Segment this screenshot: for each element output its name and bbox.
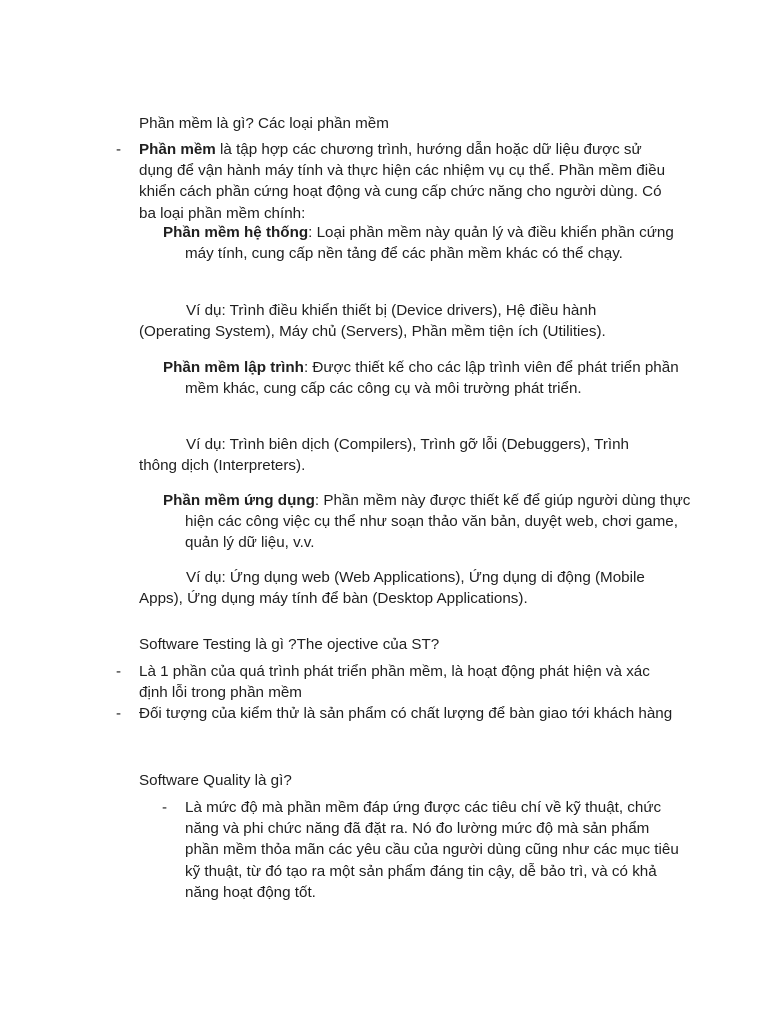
testing-bullet-1 [116,661,679,703]
bullet-dash: - [162,799,168,816]
term-programming-software: Phần mềm lập trình [163,359,304,376]
testing-bullet-2 [116,703,679,724]
section-title-software: Phần mềm là gì? Các loại phần mềm [139,115,389,132]
term-software: Phần mềm [139,141,216,158]
type-programming-software [163,357,705,399]
term-application-software: Phần mềm ứng dụng [163,492,315,509]
type-application-software [163,490,705,554]
software-definition-item [116,139,679,224]
quality-bullet-1-text: Là mức độ mà phần mềm đáp ứng được các tiêu chí về kỹ thuật, chức năng và phi chức năng đã đặt ra. Nó đo lường mức độ mà sản phẩm phần mềm thỏa mãn các yêu cầu của người dùng cũng như các mục tiêu kỹ thuật, từ đó tạo ra một sản phẩm đáng tin cậy, dễ bảo trì, và có khả năng hoạt động tốt. [185,799,679,901]
bullet-dash: - [116,705,122,722]
quality-bullet-1 [162,797,685,903]
application-software-desc: : Phần mềm này được thiết kế để giúp người dùng thực hiện các công việc cụ thể như soạn thảo văn bản, duyệt web, chơi game, quản lý dữ liệu, v.v. [185,492,691,552]
example-programming-software: Ví dụ: Trình biên dịch (Compilers), Trình gỡ lỗi (Debuggers), Trình thông dịch (Interpreters). [139,436,629,475]
testing-bullet-1-text: Là 1 phần của quá trình phát triển phần mềm, là hoạt động phát hiện và xác định lỗi trong phần mềm [139,663,650,702]
bullet-dash: - [116,663,122,680]
example-system-software: Ví dụ: Trình điều khiển thiết bị (Device drivers), Hệ điều hành (Operating System), Máy chủ (Servers), Phần mềm tiện ích (Utilities). [139,302,606,341]
type-system-software [163,222,705,264]
term-system-software: Phần mềm hệ thống [163,224,309,241]
system-software-desc: : Loại phần mềm này quản lý và điều khiển phần cứng máy tính, cung cấp nền tảng để các phần mềm khác có thể chạy. [185,224,674,263]
section-title-software-quality: Software Quality là gì? [139,772,292,789]
example-application-software: Ví dụ: Ứng dụng web (Web Applications), Ứng dụng di động (Mobile Apps), Ứng dụng máy tính để bàn (Desktop Applications). [139,569,645,608]
programming-software-desc: : Được thiết kế cho các lập trình viên để phát triển phần mềm khác, cung cấp các công cụ và môi trường phát triển. [185,359,679,398]
software-definition-text: là tập hợp các chương trình, hướng dẫn hoặc dữ liệu được sử dụng để vận hành máy tính và thực hiện các nhiệm vụ cụ thể. Phần mềm điều khiển cách phần cứng hoạt động và cung cấp chức năng cho người dùng. Có ba loại phần mềm chính: [139,141,666,222]
section-title-software-testing: Software Testing là gì ?The ojective của ST? [139,636,440,653]
bullet-dash: - [116,141,122,158]
testing-bullet-2-text: Đối tượng của kiểm thử là sản phẩm có chất lượng để bàn giao tới khách hàng [139,705,673,722]
